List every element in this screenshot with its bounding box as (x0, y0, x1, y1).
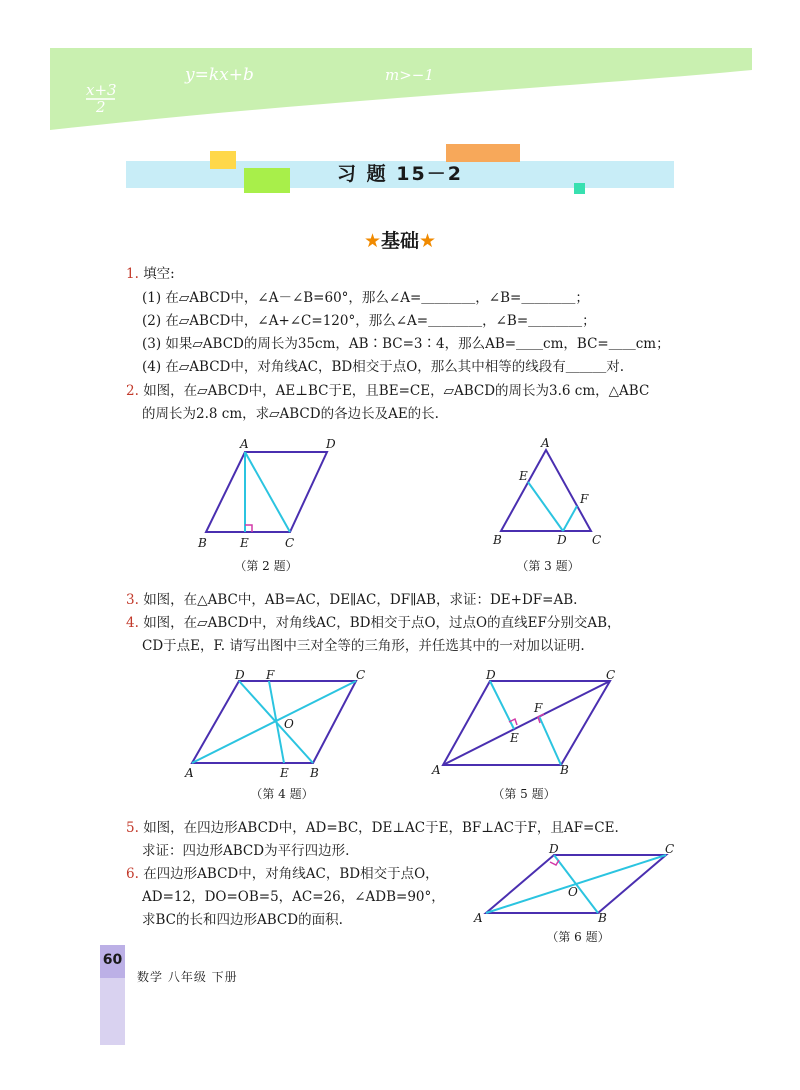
label-A: A (541, 436, 550, 450)
label-A: A (432, 763, 441, 777)
header-banner (0, 0, 800, 135)
figure-4 (180, 670, 380, 785)
problem-text: 如图，在△ABC中，AB=AC，DE∥AC，DF∥AB，求证：DE+DF=AB. (143, 592, 578, 608)
label-F: F (580, 492, 589, 506)
label-B: B (598, 911, 607, 925)
page-number: 60 (102, 952, 123, 968)
problem-2-cont (142, 404, 439, 424)
svg-text:m>−1: m>−1 (385, 66, 434, 84)
problem-text: AD=12，DO=OB=5，AC=26，∠ADB=90°， (142, 889, 445, 905)
problem-number: (2) (142, 313, 162, 329)
problem-text: 如图，在▱ABCD中，对角线AC，BD相交于点O，过点O的直线EF分别交AB， (143, 615, 621, 631)
label-O: O (284, 717, 294, 731)
problem-text: 如图，在▱ABCD中，AE⊥BC于E，且BE=CE，▱ABCD的周长为3.6 cm，△ABC (143, 383, 650, 399)
label-D: D (326, 437, 336, 451)
svg-text:2: 2 (96, 98, 106, 116)
problem-number: 3. (126, 592, 139, 608)
problem-5-cont (142, 841, 349, 861)
label-B: B (310, 766, 319, 780)
problem-text: 如果▱ABCD的周长为35cm，AB∶BC=3∶4，那么AB=＿＿cm，BC=＿＿cm； (165, 336, 670, 352)
book-title: 数学 八年级 下册 (137, 970, 238, 984)
problem-number: 2. (126, 383, 139, 399)
label-B: B (198, 536, 207, 550)
star-icon: ★ (363, 230, 381, 252)
label-C: C (285, 536, 295, 550)
section-heading (300, 226, 500, 253)
label-D: D (486, 670, 496, 682)
star-icon: ★ (419, 230, 437, 252)
problem-3 (126, 590, 577, 610)
figure-2-caption: （第 2 题） (234, 559, 298, 573)
label-D: D (549, 842, 559, 856)
problem-1-part-3 (142, 334, 670, 354)
problem-4 (126, 613, 621, 633)
problem-text: 求证：四边形ABCD为平行四边形. (142, 843, 350, 859)
figure-5-caption: （第 5 题） (492, 787, 556, 801)
label-D: D (235, 670, 245, 682)
problem-text: 填空: (143, 266, 175, 282)
figure-3 (490, 436, 610, 551)
label-F: F (266, 670, 275, 682)
label-E: E (280, 766, 289, 780)
figure-5 (428, 670, 628, 785)
label-E: E (510, 731, 519, 745)
problem-number: 6. (126, 866, 139, 882)
problem-number: (4) (142, 359, 162, 375)
figure-2 (190, 436, 350, 551)
problem-number: (3) (142, 336, 162, 352)
label-C: C (356, 670, 366, 682)
problem-number: 4. (126, 615, 139, 631)
problem-6-line-2 (142, 887, 445, 907)
problem-text: 如图，在四边形ABCD中，AD=BC，DE⊥AC于E，BF⊥AC于F，且AF=CE. (143, 820, 619, 836)
formula-fraction: x+3 (86, 81, 117, 99)
problem-4-cont (142, 636, 585, 656)
figure-4-caption: （第 4 题） (250, 787, 314, 801)
label-B: B (493, 533, 502, 547)
label-D: D (557, 533, 567, 547)
label-F: F (534, 701, 543, 715)
problem-number: 1. (126, 266, 139, 282)
problem-text: 在▱ABCD中，∠A+∠C=120°，那么∠A=＿＿＿＿，∠B=＿＿＿＿； (165, 313, 596, 329)
label-O: O (568, 885, 578, 899)
problem-6-line-3 (142, 910, 343, 930)
label-C: C (606, 670, 616, 682)
svg-text:y=kx+b: y=kx+b (185, 65, 254, 85)
label-C: C (665, 842, 675, 856)
label-A: A (474, 911, 483, 925)
problem-number: 5. (126, 820, 139, 836)
problem-1-part-1 (142, 288, 589, 308)
label-A: A (240, 437, 249, 451)
label-E: E (519, 469, 528, 483)
label-B: B (560, 763, 569, 777)
problem-text: 求BC的长和四边形ABCD的面积. (142, 912, 343, 928)
section-heading-label: 基础 (380, 230, 419, 252)
problem-text: CD于点E，F. 请写出图中三对全等的三角形，并任选其中的一对加以证明. (142, 638, 585, 654)
problem-text: 的周长为2.8 cm，求▱ABCD的各边长及AE的长. (142, 406, 439, 422)
figure-3-caption: （第 3 题） (516, 559, 580, 573)
problem-text: 在四边形ABCD中，对角线AC，BD相交于点O， (143, 866, 439, 882)
exercise-title: 习 题 15－2 (337, 163, 463, 185)
figure-6-caption: （第 6 题） (546, 930, 610, 944)
problem-text: 在▱ABCD中，∠A－∠B=60°，那么∠A=＿＿＿＿，∠B=＿＿＿＿； (165, 290, 589, 306)
label-A: A (185, 766, 194, 780)
figure-6 (470, 838, 685, 926)
problem-1 (126, 264, 175, 284)
label-C: C (592, 533, 602, 547)
problem-number: (1) (142, 290, 162, 306)
problem-1-part-2 (142, 311, 596, 331)
problem-2 (126, 381, 649, 401)
problem-1-part-4 (142, 357, 624, 377)
problem-text: 在▱ABCD中，对角线AC，BD相交于点O，那么其中相等的线段有＿＿＿对. (165, 359, 625, 375)
problem-5 (126, 818, 619, 838)
problem-6 (126, 864, 439, 884)
label-E: E (240, 536, 249, 550)
